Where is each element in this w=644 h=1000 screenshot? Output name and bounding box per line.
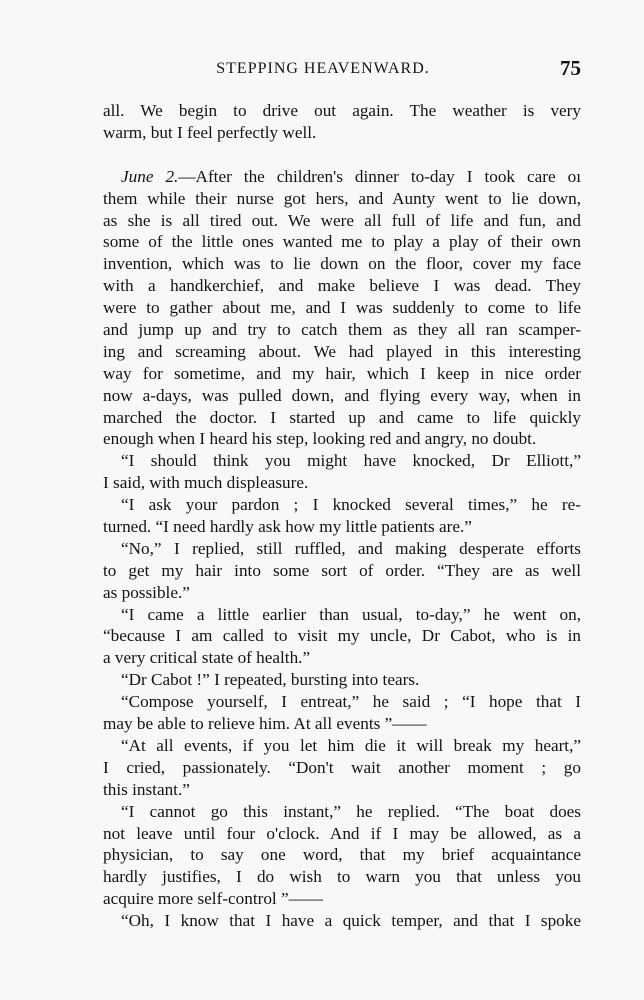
text-line: “I should think you might have knocked, Dr Elliott,”	[121, 451, 581, 471]
text-line: as possible.”	[103, 582, 190, 602]
text-line: acquire more self-control ”——	[103, 889, 324, 909]
text-line: may be able to relieve him. At all events ”——	[103, 714, 427, 734]
text-line: ing and screaming about. We had played in this interesting	[103, 341, 581, 361]
text-line: a very critical state of health.”	[103, 648, 311, 668]
text-line: way for sometime, and my hair, which I keep in nice order	[103, 363, 581, 383]
text-line: them while their nurse got hers, and Aunty went to lie down,	[103, 188, 581, 208]
text-line: to get my hair into some sort of order. “They are as well	[103, 560, 581, 580]
text-line: “I ask your pardon ; I knocked several times,” he re-	[121, 495, 581, 515]
body-text	[103, 100, 581, 932]
text-line: “Compose yourself, I entreat,” he said ; “I hope that I	[121, 692, 581, 712]
text-line: “because I am called to visit my uncle, Dr Cabot, who is in	[103, 626, 581, 646]
paragraph-gap	[103, 144, 581, 166]
text-line: “At all events, if you let him die it will break my heart,”	[121, 735, 581, 755]
text-line: I said, with much displeasure.	[103, 473, 309, 493]
running-head	[103, 58, 581, 84]
text-line: marched the doctor. I started up and came to life quickly	[103, 407, 581, 427]
text-line: turned. “I need hardly ask how my little patients are.”	[103, 517, 472, 537]
text-span: —After the children's dinner to-day I took care oı	[178, 166, 581, 186]
text-line: invention, which was to lie down on the floor, cover my face	[103, 254, 581, 274]
text-line: enough when I heard his step, looking red and angry, no doubt.	[103, 429, 537, 449]
text-line: with a handkerchief, and make believe I was dead. They	[103, 276, 581, 296]
text-line: “Oh, I know that I have a quick temper, and that I spoke	[121, 911, 581, 931]
text-line: hardly justifies, I do wish to warn you that unless you	[103, 867, 581, 887]
text-line: “I came a little earlier than usual, to-day,” he went on,	[121, 604, 581, 624]
text-line: “No,” I replied, still ruffled, and making desperate efforts	[121, 538, 581, 558]
running-title: STEPPING HEAVENWARD.	[216, 60, 430, 77]
text-line: and jump up and try to catch them as they all ran scamper-	[103, 320, 581, 340]
text-line: “Dr Cabot !” I repeated, bursting into tears.	[121, 670, 420, 690]
page-number: 75	[560, 56, 581, 80]
text-line: not leave until four o'clock. And if I may be allowed, as a	[103, 823, 581, 843]
text-line: warm, but I feel perfectly well.	[103, 122, 317, 142]
text-line: some of the little ones wanted me to play a play of their own	[103, 232, 581, 252]
text-line: now a-days, was pulled down, and flying every way, when in	[103, 385, 581, 405]
text-line: physician, to say one word, that my brief acquaintance	[103, 845, 581, 865]
entry-date: June 2.	[121, 166, 179, 186]
text-line	[103, 166, 581, 188]
text-line: this instant.”	[103, 779, 190, 799]
text-line: all. We begin to drive out again. The weather is very	[103, 101, 581, 120]
text-line: were to gather about me, and I was suddenly to come to life	[103, 298, 581, 318]
text-line: “I cannot go this instant,” he replied. “The boat does	[121, 801, 581, 821]
text-line: as she is all tired out. We were all full of life and fun, and	[103, 210, 581, 230]
text-line: I cried, passionately. “Don't wait another moment ; go	[103, 757, 581, 777]
